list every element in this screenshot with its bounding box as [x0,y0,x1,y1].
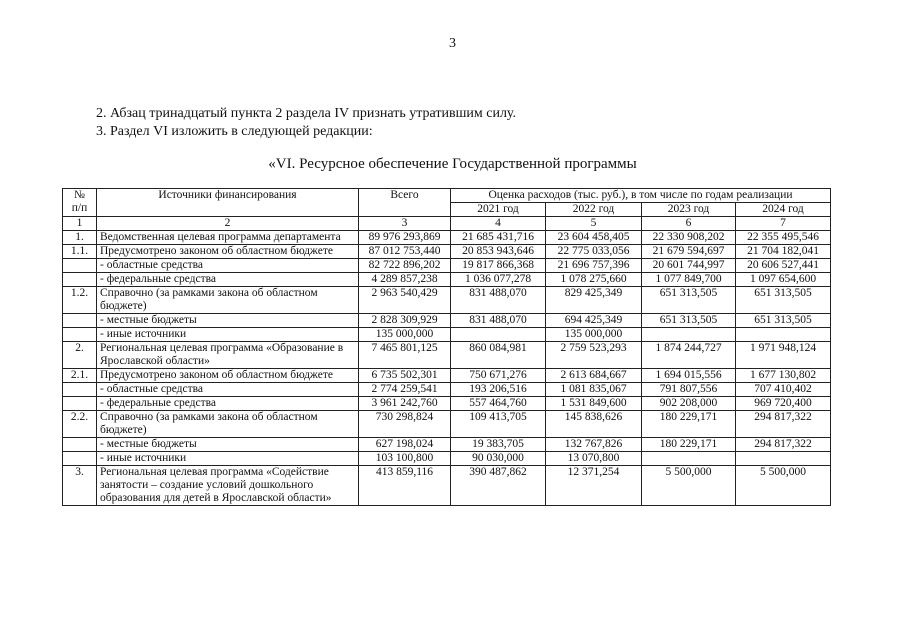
row-year-value: 21 685 431,716 [451,231,546,245]
row-year-value: 294 817,322 [736,411,831,438]
table-row [63,466,831,506]
row-year-value: 1 077 849,700 [642,273,736,287]
row-total: 7 465 801,125 [359,342,451,369]
row-number [63,452,97,466]
header-source: Источники финансирования [97,189,359,217]
header-year: 2021 год [451,203,546,217]
col-number: 5 [546,217,642,231]
header-num: № п/п [63,189,97,217]
table-row [63,452,831,466]
row-year-value: 750 671,276 [451,369,546,383]
col-number: 3 [359,217,451,231]
row-year-value: 831 488,070 [451,287,546,314]
row-total: 89 976 293,869 [359,231,451,245]
row-year-value: 1 078 275,660 [546,273,642,287]
row-year-value: 180 229,171 [642,438,736,452]
row-year-value: 1 097 654,600 [736,273,831,287]
row-number [63,397,97,411]
table-row [63,397,831,411]
row-source: - местные бюджеты [97,314,359,328]
row-year-value: 1 874 244,727 [642,342,736,369]
row-total: 413 859,116 [359,466,451,506]
section-title: «VI. Ресурсное обеспечение Государственной программы [268,156,637,172]
row-year-value: 1 531 849,600 [546,397,642,411]
row-number: 2.2. [63,411,97,438]
row-year-value [642,328,736,342]
row-year-value: 860 084,981 [451,342,546,369]
table-row [63,231,831,245]
col-number: 6 [642,217,736,231]
row-year-value: 651 313,505 [642,287,736,314]
row-year-value: 22 355 495,546 [736,231,831,245]
col-number: 7 [736,217,831,231]
column-number-row [63,217,831,231]
row-year-value: 13 070,800 [546,452,642,466]
row-year-value: 651 313,505 [642,314,736,328]
row-source: - местные бюджеты [97,438,359,452]
row-year-value [451,328,546,342]
row-year-value: 2 613 684,667 [546,369,642,383]
header-year: 2024 год [736,203,831,217]
row-year-value: 5 500,000 [642,466,736,506]
row-total: 87 012 753,440 [359,245,451,259]
row-number: 2. [63,342,97,369]
row-total: 730 298,824 [359,411,451,438]
row-number [63,273,97,287]
row-year-value: 2 759 523,293 [546,342,642,369]
row-year-value: 294 817,322 [736,438,831,452]
row-source: - областные средства [97,259,359,273]
row-number: 3. [63,466,97,506]
row-year-value: 21 696 757,396 [546,259,642,273]
row-year-value: 12 371,254 [546,466,642,506]
row-year-value [736,328,831,342]
paragraph-3: 3. Раздел VI изложить в следующей редакции: [96,124,373,139]
row-source: - иные источники [97,328,359,342]
header-total: Всего [359,189,451,217]
row-year-value: 19 817 866,368 [451,259,546,273]
row-year-value: 90 030,000 [451,452,546,466]
row-year-value: 22 775 033,056 [546,245,642,259]
row-number [63,314,97,328]
row-number: 1.1. [63,245,97,259]
header-estimate: Оценка расходов (тыс. руб.), в том числе по годам реализации [451,189,831,203]
page-number: 3 [449,36,456,51]
row-total: 627 198,024 [359,438,451,452]
row-year-value: 5 500,000 [736,466,831,506]
row-total: 3 961 242,760 [359,397,451,411]
row-source: - областные средства [97,383,359,397]
col-number: 4 [451,217,546,231]
row-total: 82 722 896,202 [359,259,451,273]
row-number [63,259,97,273]
row-year-value: 20 606 527,441 [736,259,831,273]
row-source: - иные источники [97,452,359,466]
row-number [63,383,97,397]
table-row [63,438,831,452]
table-row [63,369,831,383]
row-year-value: 390 487,862 [451,466,546,506]
table-row [63,259,831,273]
row-year-value: 1 081 835,067 [546,383,642,397]
row-total: 2 963 540,429 [359,287,451,314]
row-source: Справочно (за рамками закона об областном бюджете) [97,411,359,438]
row-year-value: 22 330 908,202 [642,231,736,245]
row-number: 1.2. [63,287,97,314]
row-year-value: 651 313,505 [736,287,831,314]
row-year-value: 829 425,349 [546,287,642,314]
table-row [63,314,831,328]
table-row [63,245,831,259]
table-row [63,383,831,397]
paragraph-2: 2. Абзац тринадцатый пункта 2 раздела IV признать утратившим силу. [96,106,517,121]
row-number [63,328,97,342]
row-year-value: 1 677 130,802 [736,369,831,383]
table-row [63,342,831,369]
table-row [63,287,831,314]
row-year-value: 193 206,516 [451,383,546,397]
row-year-value: 135 000,000 [546,328,642,342]
col-number: 1 [63,217,97,231]
row-year-value: 132 767,826 [546,438,642,452]
row-year-value [736,452,831,466]
row-year-value: 557 464,760 [451,397,546,411]
row-source: - федеральные средства [97,397,359,411]
row-year-value: 20 853 943,646 [451,245,546,259]
resource-table [62,188,831,506]
row-year-value: 651 313,505 [736,314,831,328]
row-source: Предусмотрено законом об областном бюджете [97,245,359,259]
row-number: 2.1. [63,369,97,383]
row-year-value: 145 838,626 [546,411,642,438]
row-source: Ведомственная целевая программа департамента [97,231,359,245]
row-year-value: 969 720,400 [736,397,831,411]
table-row [63,411,831,438]
row-total: 6 735 502,301 [359,369,451,383]
row-year-value: 902 208,000 [642,397,736,411]
row-year-value: 707 410,402 [736,383,831,397]
row-year-value: 831 488,070 [451,314,546,328]
row-year-value: 180 229,171 [642,411,736,438]
row-year-value: 109 413,705 [451,411,546,438]
row-year-value: 19 383,705 [451,438,546,452]
row-source: Справочно (за рамками закона об областном бюджете) [97,287,359,314]
row-source: - федеральные средства [97,273,359,287]
row-total: 103 100,800 [359,452,451,466]
row-year-value: 21 679 594,697 [642,245,736,259]
row-year-value [642,452,736,466]
row-year-value: 23 604 458,405 [546,231,642,245]
row-source: Предусмотрено законом об областном бюджете [97,369,359,383]
row-total: 2 774 259,541 [359,383,451,397]
row-year-value: 694 425,349 [546,314,642,328]
row-year-value: 20 601 744,997 [642,259,736,273]
row-year-value: 791 807,556 [642,383,736,397]
row-total: 135 000,000 [359,328,451,342]
row-source: Региональная целевая программа «Содействие занятости – создание условий дошкольного образования для детей в Ярославской области» [97,466,359,506]
row-year-value: 21 704 182,041 [736,245,831,259]
row-source: Региональная целевая программа «Образование в Ярославской области» [97,342,359,369]
header-year: 2023 год [642,203,736,217]
row-year-value: 1 036 077,278 [451,273,546,287]
row-total: 4 289 857,238 [359,273,451,287]
row-number [63,438,97,452]
table-row [63,328,831,342]
col-number: 2 [97,217,359,231]
table-row [63,273,831,287]
header-year: 2022 год [546,203,642,217]
row-total: 2 828 309,929 [359,314,451,328]
row-year-value: 1 694 015,556 [642,369,736,383]
row-year-value: 1 971 948,124 [736,342,831,369]
row-number: 1. [63,231,97,245]
